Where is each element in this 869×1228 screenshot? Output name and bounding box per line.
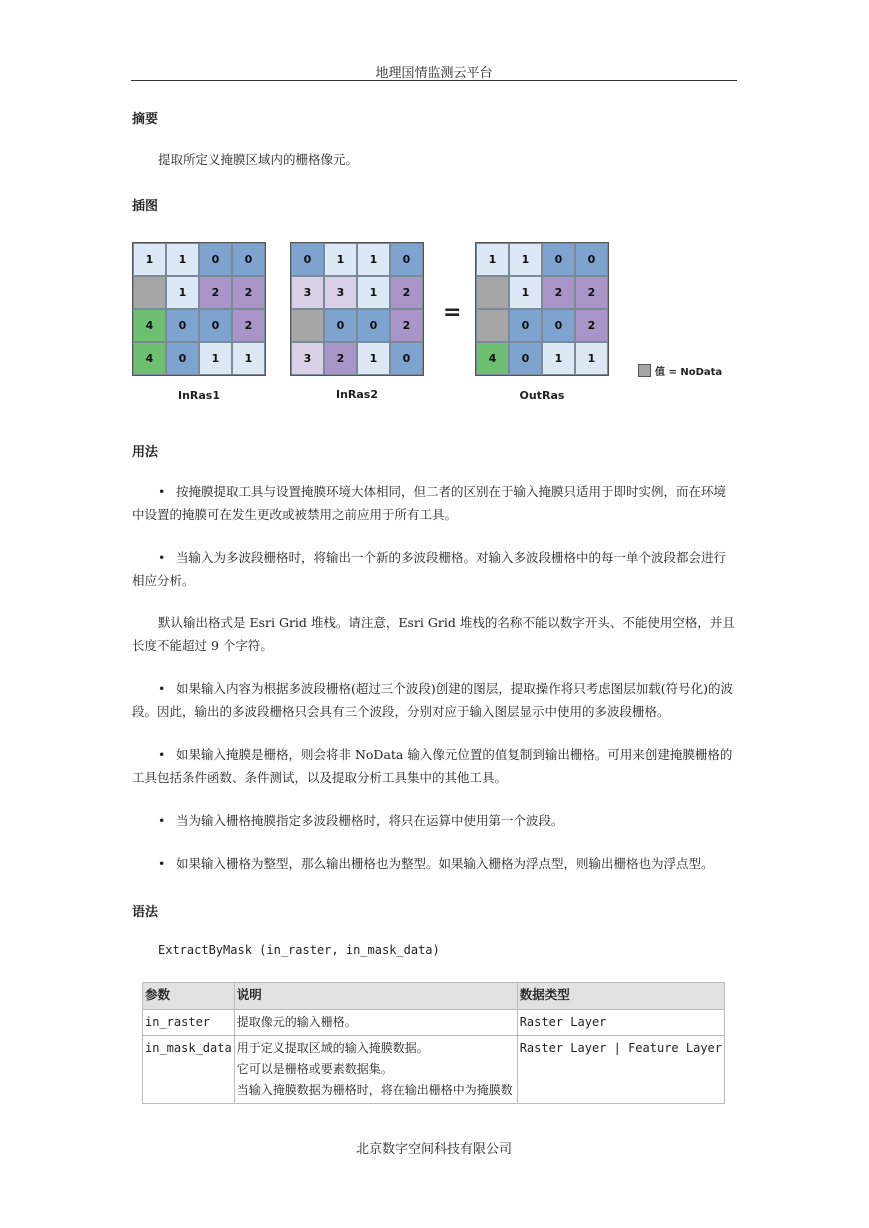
grid-cell: 1 bbox=[232, 342, 265, 375]
grid-cell: 0 bbox=[199, 243, 232, 276]
grid-cell: 0 bbox=[390, 342, 423, 375]
figure-label-inras1: InRas1 bbox=[177, 389, 221, 402]
desc-line: 当输入掩膜数据为栅格时，将在输出栅格中为掩膜数 bbox=[236, 1083, 513, 1097]
grid-cell bbox=[476, 276, 509, 309]
grid-cell: 1 bbox=[166, 276, 199, 309]
bullet-icon: • bbox=[158, 813, 166, 828]
usage-text: 如果输入栅格为整型，那么输出栅格也为整型。如果输入栅格为浮点型，则输出栅格也为浮点型。 bbox=[176, 856, 714, 871]
syntax-signature: ExtractByMask (in_raster, in_mask_data) bbox=[158, 943, 440, 957]
grid-cell: 2 bbox=[232, 276, 265, 309]
grid-cell: 1 bbox=[357, 342, 390, 375]
param-type: Raster Layer | Feature Layer bbox=[517, 1036, 724, 1104]
usage-item-6 bbox=[132, 809, 738, 832]
usage-item-1 bbox=[132, 480, 738, 526]
table-row bbox=[143, 1010, 725, 1036]
grid-cell: 1 bbox=[133, 243, 166, 276]
figure-equals: = bbox=[443, 300, 462, 325]
grid-cell: 0 bbox=[509, 309, 542, 342]
param-name: in_raster bbox=[143, 1010, 235, 1036]
usage-text: 按掩膜提取工具与设置掩膜环境大体相同，但二者的区别在于输入掩膜只适用于即时实例，而在环境中设置的掩膜可在发生更改或被禁用之前应用于所有工具。 bbox=[132, 484, 727, 522]
grid-cell bbox=[133, 276, 166, 309]
grid-cell: 2 bbox=[575, 276, 608, 309]
bullet-icon: • bbox=[158, 681, 166, 696]
param-desc: 提取像元的输入栅格。 bbox=[234, 1010, 517, 1036]
bullet-icon: • bbox=[158, 747, 166, 762]
grid-cell: 0 bbox=[199, 309, 232, 342]
summary-heading: 摘要 bbox=[132, 112, 159, 127]
bullet-icon: • bbox=[158, 550, 166, 565]
header-type: 数据类型 bbox=[517, 983, 724, 1010]
grid-cell: 0 bbox=[166, 342, 199, 375]
usage-text: 如果输入内容为根据多波段栅格(超过三个波段)创建的图层，提取操作将只考虑图层加载(符号化)的波段。因此，输出的多波段栅格只会具有三个波段，分别对应于输入图层显示中使用的多波段栅格。 bbox=[132, 681, 734, 719]
grid-cell: 0 bbox=[291, 243, 324, 276]
illustration-heading: 插图 bbox=[132, 199, 159, 214]
grid-cell: 1 bbox=[476, 243, 509, 276]
grid-cell: 1 bbox=[166, 243, 199, 276]
table-header-row bbox=[143, 983, 725, 1010]
page-header: 地理国情监测云平台 bbox=[375, 66, 493, 81]
grid-cell: 2 bbox=[575, 309, 608, 342]
figure-grid-inras1 bbox=[132, 242, 266, 376]
figure-label-outras: OutRas bbox=[519, 389, 565, 402]
desc-line: 用于定义提取区域的输入掩膜数据。 bbox=[236, 1041, 429, 1055]
param-type: Raster Layer bbox=[517, 1010, 724, 1036]
usage-text: 默认输出格式是 Esri Grid 堆栈。请注意，Esri Grid 堆栈的名称不能以数字开头、不能使用空格，并且长度不能超过 9 个字符。 bbox=[132, 615, 735, 653]
table-row bbox=[143, 1036, 725, 1104]
grid-cell: 2 bbox=[232, 309, 265, 342]
legend-text: 值 = NoData bbox=[655, 367, 723, 378]
grid-cell: 3 bbox=[324, 276, 357, 309]
grid-cell: 0 bbox=[232, 243, 265, 276]
grid-cell: 0 bbox=[575, 243, 608, 276]
grid-cell: 0 bbox=[390, 243, 423, 276]
grid-cell: 2 bbox=[390, 276, 423, 309]
grid-cell: 1 bbox=[575, 342, 608, 375]
header-rule bbox=[131, 80, 737, 81]
header-param: 参数 bbox=[143, 983, 235, 1010]
header-desc: 说明 bbox=[234, 983, 517, 1010]
usage-item-2 bbox=[132, 546, 738, 592]
usage-text: 当为输入栅格掩膜指定多波段栅格时，将只在运算中使用第一个波段。 bbox=[176, 813, 564, 828]
syntax-heading: 语法 bbox=[132, 905, 159, 920]
figure-grid-inras2 bbox=[290, 242, 424, 376]
grid-cell: 0 bbox=[324, 309, 357, 342]
grid-cell: 0 bbox=[542, 309, 575, 342]
parameters-table bbox=[142, 982, 725, 1104]
usage-item-7 bbox=[132, 852, 738, 875]
param-desc bbox=[234, 1036, 517, 1104]
bullet-icon: • bbox=[158, 484, 166, 499]
grid-cell: 1 bbox=[357, 276, 390, 309]
param-name: in_mask_data bbox=[143, 1036, 235, 1104]
bullet-icon: • bbox=[158, 856, 166, 871]
figure-label-inras2: InRas2 bbox=[335, 388, 379, 401]
grid-cell: 0 bbox=[357, 309, 390, 342]
grid-cell: 0 bbox=[166, 309, 199, 342]
grid-cell: 1 bbox=[509, 276, 542, 309]
grid-cell: 4 bbox=[133, 309, 166, 342]
usage-heading: 用法 bbox=[132, 445, 159, 460]
grid-cell: 0 bbox=[542, 243, 575, 276]
grid-cell: 2 bbox=[542, 276, 575, 309]
grid-cell: 3 bbox=[291, 276, 324, 309]
grid-cell: 4 bbox=[476, 342, 509, 375]
grid-cell: 4 bbox=[133, 342, 166, 375]
usage-text: 如果输入掩膜是栅格，则会将非 NoData 输入像元位置的值复制到输出栅格。可用来创建掩膜栅格的工具包括条件函数、条件测试，以及提取分析工具集中的其他工具。 bbox=[132, 747, 733, 785]
grid-cell bbox=[291, 309, 324, 342]
usage-item-3 bbox=[132, 611, 738, 657]
page-footer: 北京数字空间科技有限公司 bbox=[355, 1142, 512, 1157]
grid-cell: 2 bbox=[324, 342, 357, 375]
grid-cell: 0 bbox=[509, 342, 542, 375]
grid-cell bbox=[476, 309, 509, 342]
usage-text: 当输入为多波段栅格时，将输出一个新的多波段栅格。对输入多波段栅格中的每一单个波段都会进行相应分析。 bbox=[132, 550, 727, 588]
grid-cell: 2 bbox=[199, 276, 232, 309]
grid-cell: 3 bbox=[291, 342, 324, 375]
figure-legend bbox=[638, 363, 722, 378]
nodata-swatch bbox=[638, 364, 651, 377]
figure-grid-outras bbox=[475, 242, 609, 376]
grid-cell: 2 bbox=[390, 309, 423, 342]
grid-cell: 1 bbox=[542, 342, 575, 375]
usage-item-4 bbox=[132, 677, 738, 723]
grid-cell: 1 bbox=[509, 243, 542, 276]
grid-cell: 1 bbox=[324, 243, 357, 276]
usage-item-5 bbox=[132, 743, 738, 789]
grid-cell: 1 bbox=[357, 243, 390, 276]
summary-text: 提取所定义掩膜区域内的栅格像元。 bbox=[158, 152, 359, 167]
desc-line: 它可以是栅格或要素数据集。 bbox=[236, 1062, 393, 1076]
grid-cell: 1 bbox=[199, 342, 232, 375]
